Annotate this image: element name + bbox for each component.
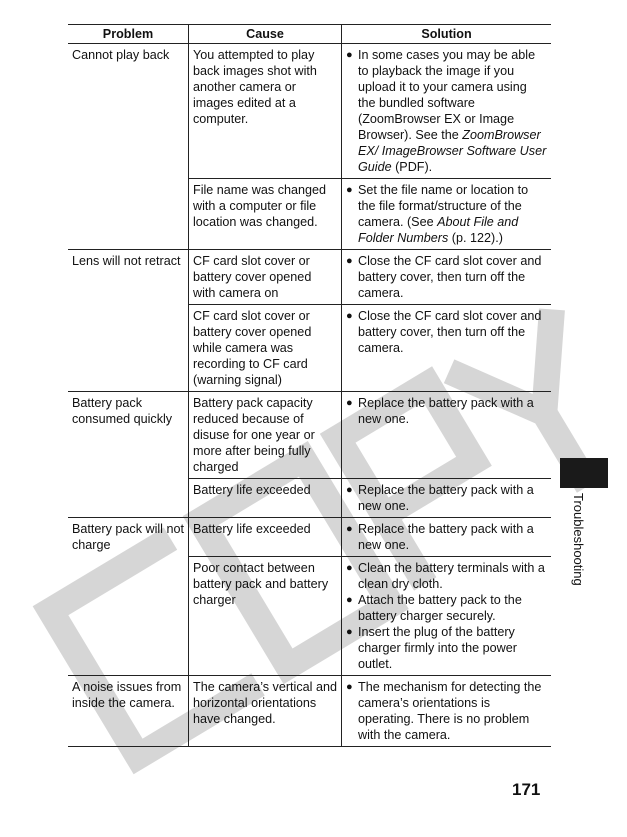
problem-cell: Cannot play back [68, 44, 189, 250]
solution-cell [342, 676, 552, 747]
table-row [68, 392, 551, 479]
section-tab-label: Troubleshooting [571, 493, 586, 586]
solution-reference-title: ZoomBrowser EX/ ImageBrowser Software User Guide [358, 128, 547, 174]
solution-text-main: The mechanism for detecting the camera’s orientations is operating. There is no problem with the camera. [358, 680, 542, 742]
solution-item [346, 521, 547, 553]
solution-text [358, 592, 547, 624]
solution-item [346, 308, 547, 356]
cause-cell: CF card slot cover or battery cover opened while camera was recording to CF card (warning signal) [189, 305, 342, 392]
solution-reference-title: About File and Folder Numbers [358, 215, 519, 245]
solution-text-main: Replace the battery pack with a new one. [358, 483, 534, 513]
table-body [68, 44, 551, 747]
solution-text-main: Close the CF card slot cover and battery cover, then turn off the camera. [358, 309, 542, 355]
solution-text [358, 253, 547, 301]
header-solution: Solution [342, 25, 552, 44]
bullet-icon: ● [346, 562, 353, 574]
solution-item [346, 624, 547, 672]
bullet-icon: ● [346, 310, 353, 322]
problem-cell: Battery pack consumed quickly [68, 392, 189, 518]
solution-text-main: Attach the battery pack to the battery charger securely. [358, 593, 522, 623]
bullet-icon: ● [346, 184, 353, 196]
solution-text-main: In some cases you may be able to playback the image if you upload it to your camera using the bundled software (ZoomBrowser EX or Image Browser). See the [358, 48, 536, 142]
bullet-icon: ● [346, 626, 353, 638]
section-tab-marker [560, 458, 608, 488]
cause-cell: Poor contact between battery pack and battery charger [189, 557, 342, 676]
solution-text-main: Insert the plug of the battery charger firmly into the power outlet. [358, 625, 517, 671]
bullet-icon: ● [346, 484, 353, 496]
bullet-icon: ● [346, 681, 353, 693]
cause-cell: The camera’s vertical and horizontal orientations have changed. [189, 676, 342, 747]
solution-cell [342, 557, 552, 676]
bullet-icon: ● [346, 523, 353, 535]
header-problem: Problem [68, 25, 189, 44]
cause-cell: CF card slot cover or battery cover opened with camera on [189, 250, 342, 305]
solution-item [346, 395, 547, 427]
bullet-icon: ● [346, 397, 353, 409]
solution-item [346, 592, 547, 624]
solution-item [346, 679, 547, 743]
solution-text-main: Close the CF card slot cover and battery cover, then turn off the camera. [358, 254, 542, 300]
solution-text [358, 395, 547, 427]
header-cause: Cause [189, 25, 342, 44]
bullet-icon: ● [346, 255, 353, 267]
solution-text [358, 560, 547, 592]
solution-cell [342, 44, 552, 179]
troubleshooting-table [68, 24, 551, 747]
solution-text [358, 679, 547, 743]
page-number: 171 [512, 780, 541, 799]
solution-cell [342, 392, 552, 479]
table-row [68, 250, 551, 305]
solution-cell [342, 479, 552, 518]
cause-cell: Battery life exceeded [189, 479, 342, 518]
cause-cell: You attempted to play back images shot with another camera or images edited at a computer. [189, 44, 342, 179]
table-header-row [68, 25, 551, 44]
cause-cell: Battery pack capacity reduced because of disuse for one year or more after being fully charged [189, 392, 342, 479]
cause-cell: File name was changed with a computer or file location was changed. [189, 179, 342, 250]
solution-text-main: Clean the battery terminals with a clean dry cloth. [358, 561, 545, 591]
bullet-icon: ● [346, 594, 353, 606]
solution-text-tail: (PDF). [391, 160, 433, 174]
solution-item [346, 253, 547, 301]
solution-item [346, 182, 547, 246]
solution-cell [342, 305, 552, 392]
cause-cell: Battery life exceeded [189, 518, 342, 557]
solution-text-tail: (p. 122).) [448, 231, 503, 245]
bullet-icon: ● [346, 49, 353, 61]
problem-cell: Lens will not retract [68, 250, 189, 392]
solution-text [358, 482, 547, 514]
solution-text-main: Replace the battery pack with a new one. [358, 522, 534, 552]
solution-cell [342, 518, 552, 557]
solution-item [346, 47, 547, 175]
solution-text [358, 182, 547, 246]
solution-text-main: Set the file name or location to the file format/structure of the camera. (See [358, 183, 529, 229]
solution-text [358, 521, 547, 553]
table-row [68, 44, 551, 179]
problem-cell: Battery pack will not charge [68, 518, 189, 676]
solution-cell [342, 179, 552, 250]
table-row [68, 676, 551, 747]
solution-text [358, 624, 547, 672]
problem-cell: A noise issues from inside the camera. [68, 676, 189, 747]
solution-item [346, 482, 547, 514]
solution-item [346, 560, 547, 592]
solution-text-main: Replace the battery pack with a new one. [358, 396, 534, 426]
solution-cell [342, 250, 552, 305]
solution-text [358, 308, 547, 356]
table-row [68, 518, 551, 557]
solution-text [358, 47, 547, 175]
